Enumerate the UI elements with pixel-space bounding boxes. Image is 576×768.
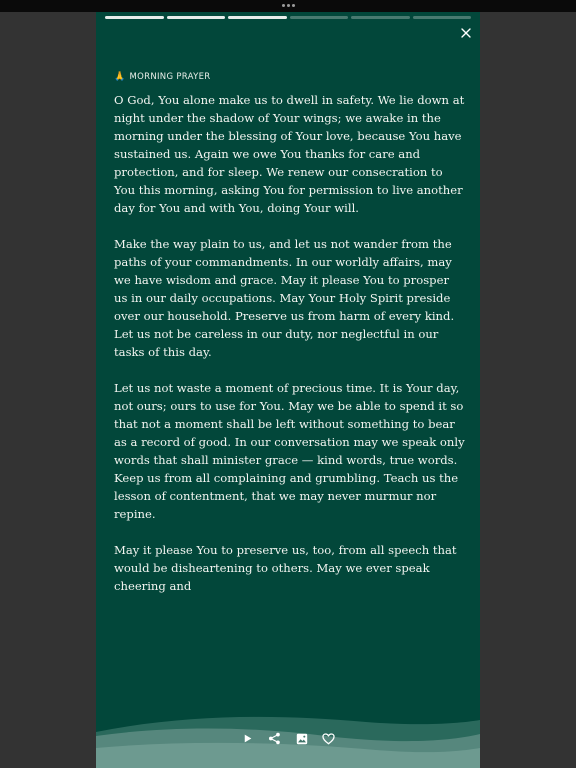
category-text: MORNING PRAYER	[129, 72, 211, 82]
progress-segment	[105, 16, 164, 19]
play-icon	[242, 733, 253, 744]
progress-segment	[167, 16, 226, 19]
prayer-paragraph: Let us not waste a moment of precious time. It is Your day, not ours; ours to use for You. May we be able to spend it so that not a moment shall be left without something to bear as a record of good. In our conversation may we speak only words that shall minister grace — kind words, true words. Keep us from all complaining and grumbling. Teach us the lesson of contentment, that we may never murmur nor repine.	[114, 381, 465, 521]
window-grabber[interactable]	[282, 4, 295, 7]
share-button[interactable]	[266, 730, 283, 747]
story-progress	[105, 16, 471, 19]
close-button[interactable]	[458, 25, 474, 41]
praying-hands-icon: 🙏	[114, 72, 126, 82]
prayer-paragraph: Make the way plain to us, and let us not wander from the paths of your commandments. In our worldly affairs, may we have wisdom and grace. May it please You to prosper us in our daily occupations. May Your Holy Spirit preside over our household. Preserve us from harm of every kind. Let us not be careless in our duty, nor neglectful in our tasks of this day.	[114, 237, 455, 359]
category-label	[114, 72, 210, 82]
progress-segment	[351, 16, 410, 19]
image-icon	[296, 733, 308, 745]
story-card[interactable]	[96, 12, 480, 768]
close-icon	[461, 28, 471, 38]
story-actions	[96, 730, 480, 750]
grabber-dot	[287, 4, 290, 7]
progress-segment	[413, 16, 472, 19]
progress-segment	[290, 16, 349, 19]
prayer-text	[114, 91, 466, 613]
progress-segment	[228, 16, 287, 19]
image-button[interactable]	[293, 730, 310, 747]
grabber-dot	[282, 4, 285, 7]
grabber-dot	[292, 4, 295, 7]
prayer-paragraph: May it please You to preserve us, too, from all speech that would be disheartening to others. May we ever speak cheering and	[114, 543, 457, 593]
favorite-button[interactable]	[320, 730, 337, 747]
status-bar	[0, 0, 576, 12]
heart-icon	[322, 733, 335, 745]
share-icon	[268, 732, 281, 745]
prayer-paragraph: O God, You alone make us to dwell in safety. We lie down at night under the shadow of Your wings; we awake in the morning under the blessing of Your love, because You have sustained us. Again we owe You thanks for care and protection, and for sleep. We renew our consecration to You this morning, asking You for permission to live another day for You and with You, doing Your will.	[114, 93, 465, 215]
play-button[interactable]	[239, 730, 256, 747]
